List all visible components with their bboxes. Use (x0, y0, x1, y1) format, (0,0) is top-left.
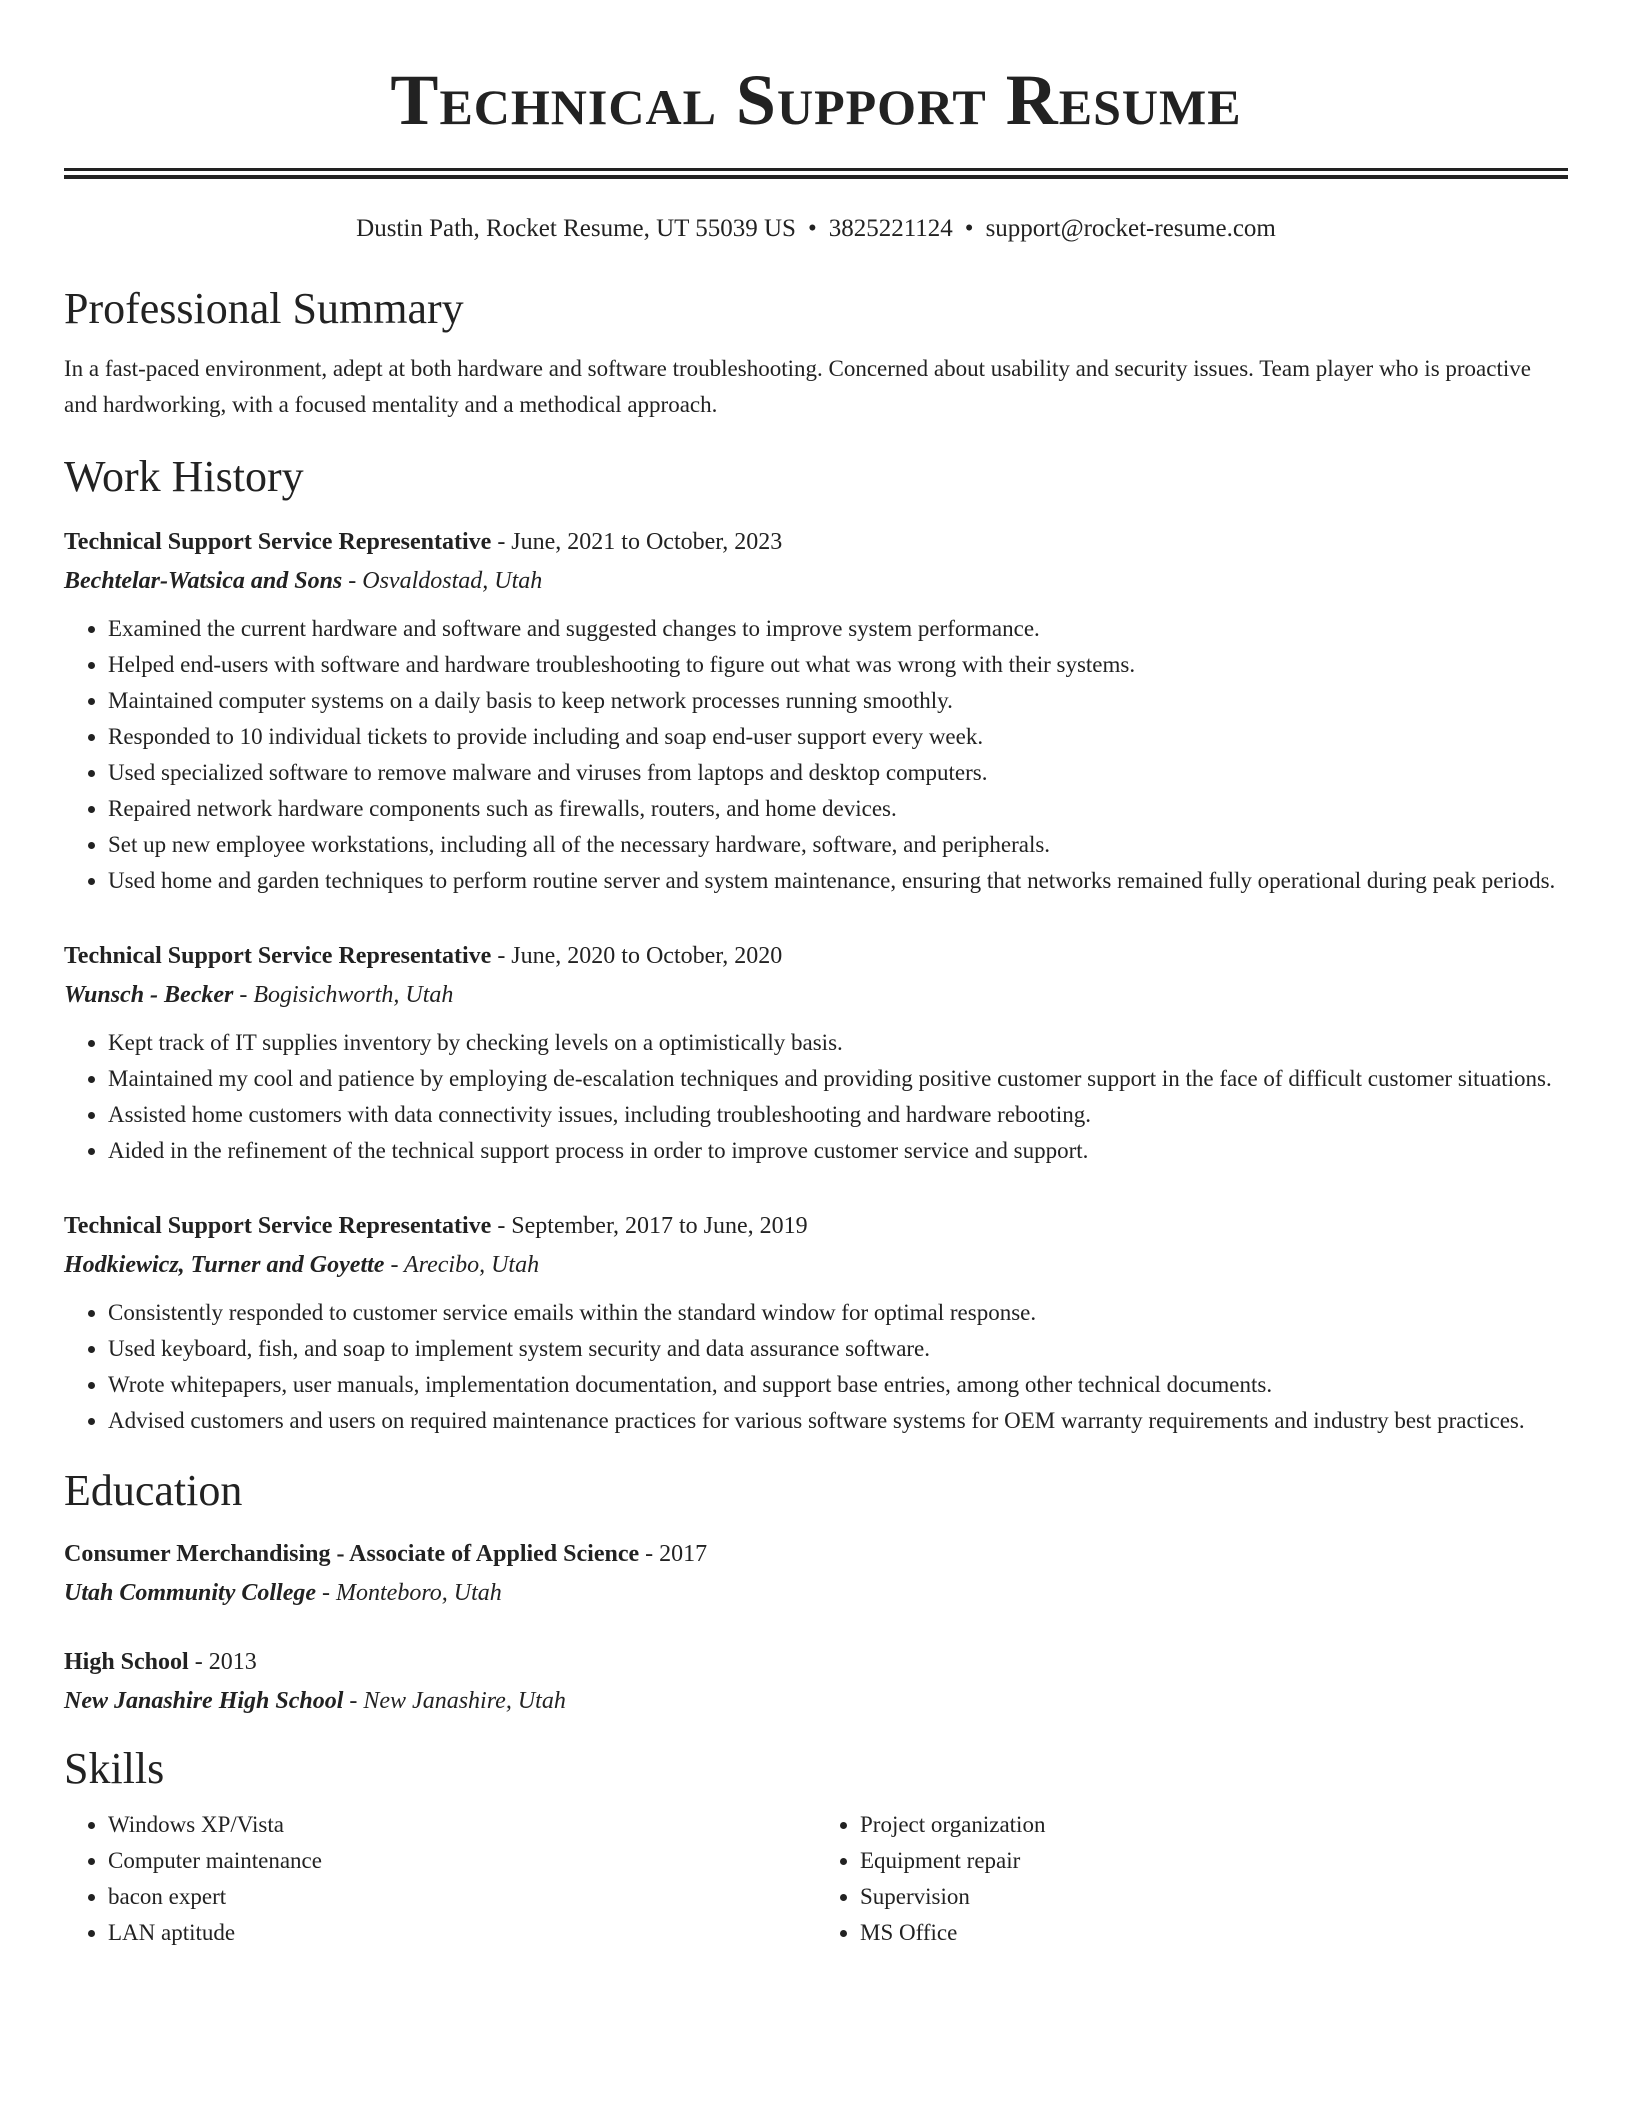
skill-item: • Computer maintenance (108, 1843, 816, 1879)
job-entry (64, 523, 1568, 899)
employer-name: Bechtelar-Watsica and Sons (64, 568, 343, 594)
job-entry (64, 937, 1568, 1169)
job-bullets (64, 1295, 1568, 1439)
employer-location: - Osvaldostad, Utah (342, 568, 543, 594)
skill-item: • LAN aptitude (108, 1915, 816, 1951)
school-line (64, 1681, 1568, 1721)
skills-column-right (816, 1807, 1568, 1951)
job-bullet: • Wrote whitepapers, user manuals, implementation documentation, and support base entries, among other technical documents. (108, 1367, 1568, 1403)
skill-item: • bacon expert (108, 1879, 816, 1915)
summary-text: In a fast-paced environment, adept at both hardware and software troubleshooting. Concerned about usability and security issues. Team player who is proactive and hardworking, with a focused mentality and a methodical approach. (64, 356, 1531, 417)
section-heading-work-history: Work History (64, 452, 304, 501)
contact-separator: • (807, 215, 817, 242)
education-entry (64, 1535, 1568, 1613)
job-bullet: • Maintained my cool and patience by employing de-escalation techniques and providing positive customer support in the face of difficult customer situations. (108, 1061, 1568, 1097)
job-bullet: • Aided in the refinement of the technical support process in order to improve customer service and support. (108, 1133, 1568, 1169)
job-bullet: • Used keyboard, fish, and soap to implement system security and data assurance software. (108, 1331, 1568, 1367)
contact-address: Dustin Path, Rocket Resume, UT 55039 US (356, 215, 796, 242)
section-heading-summary: Professional Summary (64, 284, 464, 333)
job-bullets (64, 1025, 1568, 1169)
job-entry (64, 1207, 1568, 1439)
employer-name: Hodkiewicz, Turner and Goyette (64, 1252, 385, 1278)
skill-item: • Project organization (860, 1807, 1568, 1843)
job-bullet: • Maintained computer systems on a daily basis to keep network processes running smoothly. (108, 683, 1568, 719)
title-double-rule (64, 168, 1568, 179)
job-bullet: • Repaired network hardware components such as firewalls, routers, and home devices. (108, 791, 1568, 827)
job-title-line (64, 1207, 1568, 1245)
section-heading-education: Education (64, 1466, 243, 1515)
job-title: Technical Support Service Representative (64, 943, 492, 969)
contact-line (64, 213, 1568, 245)
contact-phone: 3825221124 (828, 215, 953, 242)
job-dates: - June, 2020 to October, 2020 (491, 943, 783, 969)
skill-item: • Supervision (860, 1879, 1568, 1915)
education-entry (64, 1643, 1568, 1721)
employer-line (64, 975, 1568, 1015)
degree-name: High School (64, 1649, 189, 1675)
degree-line (64, 1643, 1568, 1681)
contact-separator: • (964, 215, 974, 242)
school-line (64, 1573, 1568, 1613)
school-location: - New Janashire, Utah (343, 1688, 566, 1714)
job-bullet: • Advised customers and users on required maintenance practices for various software systems for OEM warranty requirements and industry best practices. (108, 1403, 1568, 1439)
school-name: Utah Community College (64, 1580, 317, 1606)
job-title: Technical Support Service Representative (64, 1213, 492, 1239)
skills-column-left (64, 1807, 816, 1951)
job-title-line (64, 937, 1568, 975)
job-title: Technical Support Service Representative (64, 529, 492, 555)
job-title-line (64, 523, 1568, 561)
job-bullet: • Used home and garden techniques to perform routine server and system maintenance, ensuring that networks remained fully operational during peak periods. (108, 863, 1568, 899)
contact-email: support@rocket-resume.com (985, 215, 1276, 242)
degree-year: - 2017 (639, 1541, 708, 1567)
employer-location: - Bogisichworth, Utah (233, 982, 454, 1008)
skill-item: • Windows XP/Vista (108, 1807, 816, 1843)
employer-line (64, 561, 1568, 601)
job-bullet: • Consistently responded to customer service emails within the standard window for optimal response. (108, 1295, 1568, 1331)
employer-name: Wunsch - Becker (64, 982, 234, 1008)
degree-line (64, 1535, 1568, 1573)
job-bullet: • Assisted home customers with data connectivity issues, including troubleshooting and hardware rebooting. (108, 1097, 1568, 1133)
employer-location: - Arecibo, Utah (384, 1252, 540, 1278)
job-bullet: • Kept track of IT supplies inventory by checking levels on a optimistically basis. (108, 1025, 1568, 1061)
resume-title: Technical Support Resume (390, 60, 1242, 140)
degree-year: - 2013 (188, 1649, 257, 1675)
skill-item: • Equipment repair (860, 1843, 1568, 1879)
employer-line (64, 1245, 1568, 1285)
job-bullet: • Responded to 10 individual tickets to provide including and soap end-user support every week. (108, 719, 1568, 755)
job-bullet: • Set up new employee workstations, including all of the necessary hardware, software, and peripherals. (108, 827, 1568, 863)
job-dates: - September, 2017 to June, 2019 (491, 1213, 808, 1239)
job-bullet: • Examined the current hardware and software and suggested changes to improve system performance. (108, 611, 1568, 647)
skill-item: • MS Office (860, 1915, 1568, 1951)
job-bullet: • Helped end-users with software and hardware troubleshooting to figure out what was wrong with their systems. (108, 647, 1568, 683)
school-location: - Monteboro, Utah (316, 1580, 502, 1606)
job-dates: - June, 2021 to October, 2023 (491, 529, 783, 555)
job-bullet: • Used specialized software to remove malware and viruses from laptops and desktop computers. (108, 755, 1568, 791)
degree-name: Consumer Merchandising - Associate of Applied Science (64, 1541, 640, 1567)
skills-list (64, 1807, 1568, 1951)
section-heading-skills: Skills (64, 1744, 165, 1793)
school-name: New Janashire High School (64, 1688, 344, 1714)
job-bullets (64, 611, 1568, 899)
